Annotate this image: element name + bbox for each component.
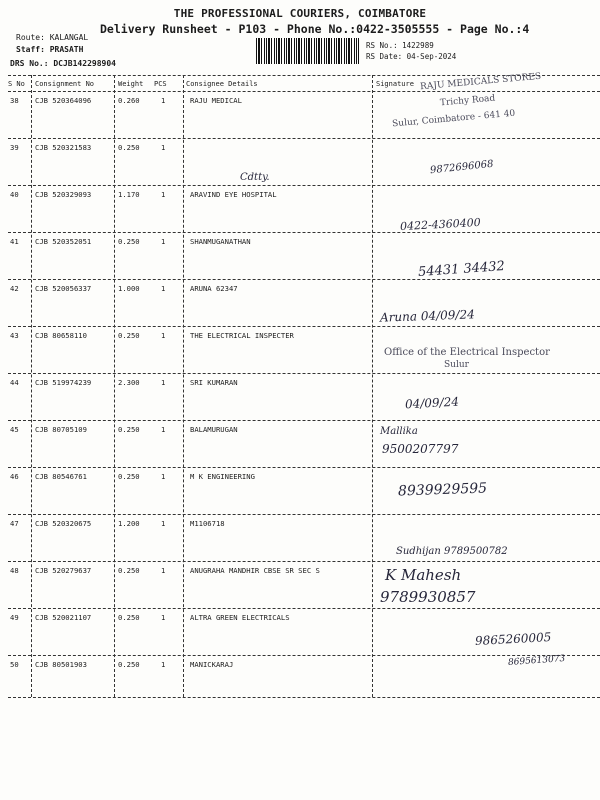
row-sno: 43 bbox=[10, 331, 19, 340]
phone-row-46: 8939929595 bbox=[397, 480, 488, 500]
row-weight: 1.000 bbox=[118, 284, 140, 293]
signature-row-47: Sudhijan 9789500782 bbox=[396, 546, 508, 557]
row-pcs: 1 bbox=[161, 190, 166, 199]
row-consignee: M1106718 bbox=[190, 519, 225, 528]
row-consignee: SHANMUGANATHAN bbox=[190, 237, 251, 246]
phone-row-48: 9789930857 bbox=[380, 588, 476, 606]
staff-label: Staff: PRASATH bbox=[16, 45, 84, 54]
row-consignee: M K ENGINEERING bbox=[190, 472, 255, 481]
phone-row-45: 9500207797 bbox=[382, 442, 459, 456]
col-header-weight: Weight bbox=[118, 80, 144, 88]
row-weight: 1.200 bbox=[118, 519, 140, 528]
row-consignee: MANICKARAJ bbox=[190, 660, 234, 669]
row-consignee: BALAMURUGAN bbox=[190, 425, 238, 434]
table-row bbox=[0, 279, 600, 326]
row-pcs: 1 bbox=[161, 378, 166, 387]
table-row bbox=[0, 373, 600, 420]
row-weight: 0.250 bbox=[118, 237, 140, 246]
row-sno: 41 bbox=[10, 237, 19, 246]
handwritten-note: Cdtty. bbox=[240, 172, 270, 183]
row-consignee: ARUNA 62347 bbox=[190, 284, 238, 293]
row-pcs: 1 bbox=[161, 660, 166, 669]
stamp-raju-medical: RAJU MEDICALS STORES bbox=[419, 71, 542, 93]
row-weight: 0.250 bbox=[118, 331, 140, 340]
stamp-electrical-inspector: Office of the Electrical Inspector bbox=[384, 347, 550, 358]
phone-row-40: 0422-4360400 bbox=[399, 215, 481, 234]
row-sno: 45 bbox=[10, 425, 19, 434]
row-sno: 38 bbox=[10, 96, 19, 105]
row-pcs: 1 bbox=[161, 237, 166, 246]
row-pcs: 1 bbox=[161, 331, 166, 340]
drs-number: DRS No.: DCJB142298904 bbox=[10, 59, 116, 68]
row-consignee: ARAVIND EYE HOSPITAL bbox=[190, 190, 277, 199]
row-weight: 0.250 bbox=[118, 613, 140, 622]
signature-row-42: Aruna 04/09/24 bbox=[379, 307, 475, 325]
phone-row-50: 8695613073 bbox=[507, 654, 566, 668]
table-row bbox=[0, 561, 600, 608]
row-consignment: CJB 520056337 bbox=[35, 284, 92, 293]
company-title: THE PROFESSIONAL COURIERS, COIMBATORE bbox=[173, 7, 427, 20]
row-consignment: CJB 520320675 bbox=[35, 519, 92, 528]
row-sno: 48 bbox=[10, 566, 19, 575]
row-consignment: CJB 520352051 bbox=[35, 237, 92, 246]
table-row bbox=[0, 138, 600, 185]
row-weight: 0.250 bbox=[118, 143, 140, 152]
row-weight: 0.250 bbox=[118, 425, 140, 434]
col-header-consignee: Consignee Details bbox=[186, 80, 258, 88]
col-header-signature: Signature bbox=[376, 80, 414, 88]
row-consignee: ALTRA GREEN ELECTRICALS bbox=[190, 613, 290, 622]
col-header-sno: S No bbox=[8, 80, 25, 88]
row-pcs: 1 bbox=[161, 425, 166, 434]
col-header-consignment: Consignment No bbox=[35, 80, 95, 88]
row-consignee: RAJU MEDICAL bbox=[190, 96, 242, 105]
route-label: Route: KALANGAL bbox=[16, 33, 89, 42]
row-consignee: ANUGRAHA MANDHIR CBSE SR SEC S bbox=[190, 566, 320, 575]
table-row bbox=[0, 185, 600, 232]
col-header-pcs: PCS bbox=[154, 80, 167, 88]
row-weight: 0.250 bbox=[118, 660, 140, 669]
rs-number: RS No.: 1422989 bbox=[366, 41, 434, 50]
row-consignment: CJB 520329093 bbox=[35, 190, 92, 199]
row-sno: 40 bbox=[10, 190, 19, 199]
numbers-row-41: 54431 34432 bbox=[417, 258, 506, 281]
row-pcs: 1 bbox=[161, 566, 166, 575]
row-sno: 50 bbox=[10, 660, 19, 669]
row-weight: 1.170 bbox=[118, 190, 140, 199]
row-sno: 39 bbox=[10, 143, 19, 152]
row-sno: 42 bbox=[10, 284, 19, 293]
table-row bbox=[0, 420, 600, 467]
barcode bbox=[256, 38, 359, 64]
row-pcs: 1 bbox=[161, 143, 166, 152]
row-pcs: 1 bbox=[161, 96, 166, 105]
stamp-raju-address: Trichy Road bbox=[439, 93, 496, 109]
table-bottom-border bbox=[8, 697, 600, 698]
stamp-electrical-city: Sulur bbox=[444, 360, 469, 370]
row-weight: 0.250 bbox=[118, 472, 140, 481]
row-consignment: CJB 80546761 bbox=[35, 472, 87, 481]
row-sno: 44 bbox=[10, 378, 19, 387]
row-weight: 2.300 bbox=[118, 378, 140, 387]
row-pcs: 1 bbox=[161, 472, 166, 481]
row-consignment: CJB 520321583 bbox=[35, 143, 92, 152]
row-pcs: 1 bbox=[161, 519, 166, 528]
row-consignment: CJB 520364096 bbox=[35, 96, 92, 105]
row-consignment: CJB 80658110 bbox=[35, 331, 87, 340]
signature-row-45: Mallika bbox=[380, 426, 418, 437]
row-consignee: THE ELECTRICAL INSPECTER bbox=[190, 331, 294, 340]
row-consignment: CJB 80705109 bbox=[35, 425, 87, 434]
runsheet-subtitle: Delivery Runsheet - P103 - Phone No.:0422-3505555 - Page No.:4 bbox=[100, 22, 530, 36]
rs-date: RS Date: 04-Sep-2024 bbox=[366, 52, 457, 61]
row-pcs: 1 bbox=[161, 613, 166, 622]
row-consignment: CJB 519974239 bbox=[35, 378, 92, 387]
row-consignment: CJB 80501903 bbox=[35, 660, 87, 669]
row-sno: 46 bbox=[10, 472, 19, 481]
row-pcs: 1 bbox=[161, 284, 166, 293]
table-row bbox=[0, 514, 600, 561]
signature-row-44: 04/09/24 bbox=[404, 394, 460, 412]
row-weight: 0.250 bbox=[118, 566, 140, 575]
phone-row-49: 9865260005 bbox=[474, 630, 552, 648]
signature-row-48: K Mahesh bbox=[385, 566, 462, 584]
row-sno: 47 bbox=[10, 519, 19, 528]
row-weight: 0.260 bbox=[118, 96, 140, 105]
table-row bbox=[0, 467, 600, 514]
row-consignee: SRI KUMARAN bbox=[190, 378, 238, 387]
row-consignment: CJB 520279637 bbox=[35, 566, 92, 575]
stamp-raju-city: Sulur, Coimbatore - 641 40 bbox=[391, 108, 516, 130]
table-row bbox=[0, 232, 600, 279]
row-consignment: CJB 520021107 bbox=[35, 613, 92, 622]
signature-row-39: 9872696068 bbox=[429, 158, 495, 177]
row-sno: 49 bbox=[10, 613, 19, 622]
